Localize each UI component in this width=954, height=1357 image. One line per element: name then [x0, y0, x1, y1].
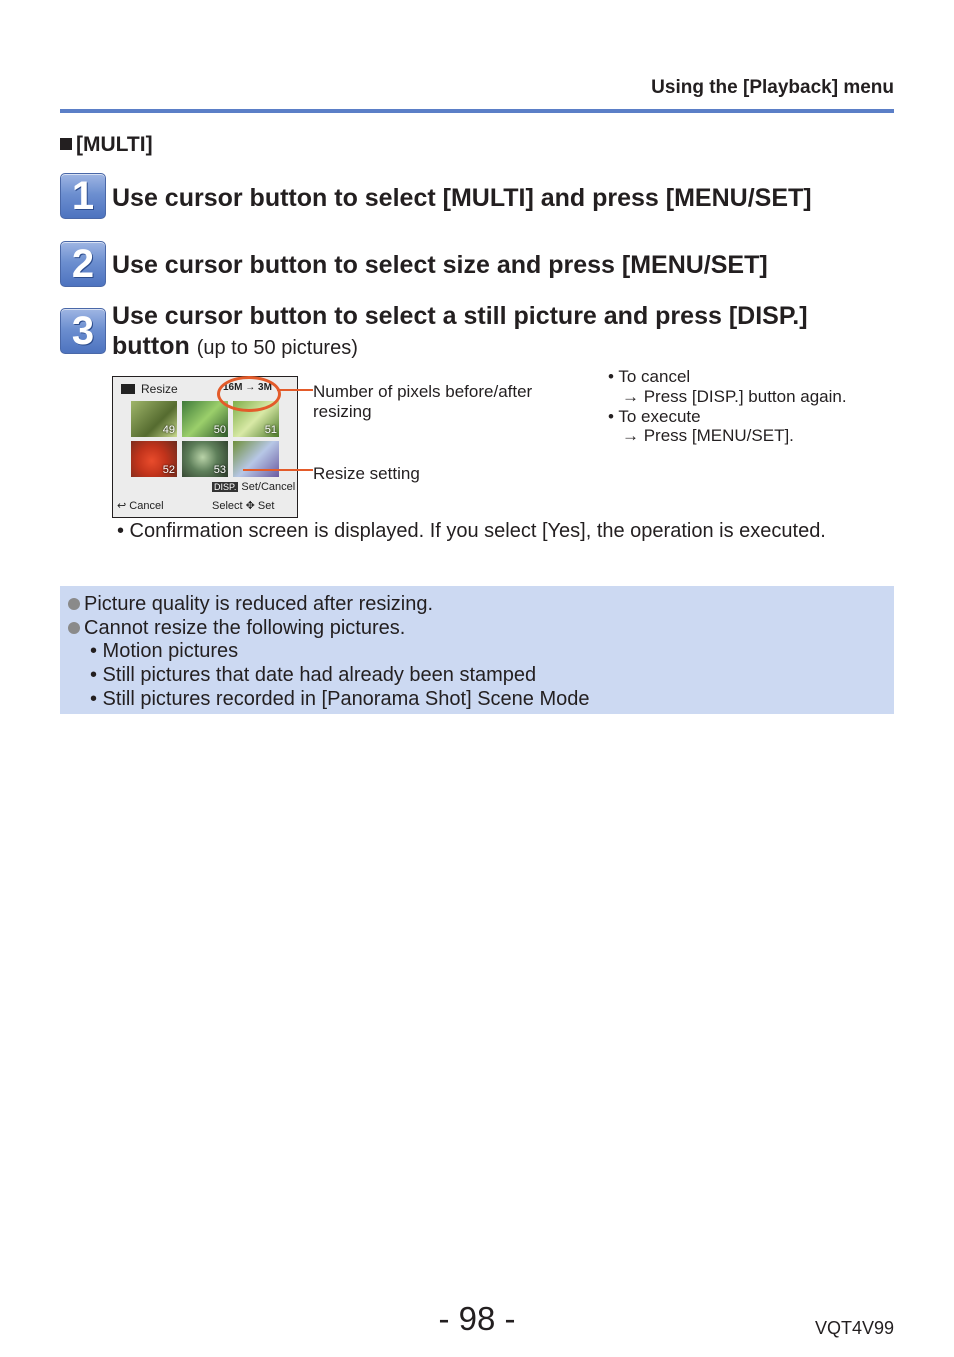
step-1-text: Use cursor button to select [MULTI] and press [MENU/SET]	[112, 184, 812, 212]
thumb-number: 51	[264, 424, 277, 436]
cursor-button-icon: ✥	[245, 500, 255, 512]
thumb-number: 53	[213, 464, 226, 476]
resize-icon	[121, 384, 135, 394]
cancel-label: Cancel	[129, 500, 164, 512]
resize-callout-line	[243, 469, 313, 471]
section-title: [MULTI]	[76, 133, 153, 156]
thumbnail-5	[182, 441, 228, 477]
execute-note-detail: → Press [MENU/SET].	[622, 426, 794, 445]
step-3-text-2: button	[112, 332, 190, 360]
step-3-text-cont	[112, 332, 358, 361]
header-title: Using the [Playback] menu	[651, 77, 894, 98]
note-item-2-text: Cannot resize the following pictures.	[84, 617, 406, 639]
step-1-badge: 1	[60, 173, 106, 219]
thumb-number: 50	[213, 424, 226, 436]
notes-box	[60, 586, 894, 714]
step-3-text: Use cursor button to select a still picture and press [DISP.]	[112, 302, 808, 330]
step-3-badge: 3	[60, 308, 106, 354]
cancel-note: • To cancel	[608, 367, 691, 386]
model-code: VQT4V99	[814, 1318, 894, 1338]
thumb-number: 52	[162, 464, 175, 476]
thumbnail-4	[131, 441, 177, 477]
screen-cancel-row	[117, 499, 164, 512]
step-2-badge: 2	[60, 241, 106, 287]
return-icon: ↩	[117, 500, 127, 512]
note-item-1	[68, 593, 433, 616]
resize-callout-label: Resize setting	[313, 464, 420, 483]
screen-title	[121, 382, 178, 396]
thumbnail-2	[182, 401, 228, 437]
select-label: Select	[212, 500, 243, 512]
step-3-subtext: (up to 50 pictures)	[196, 337, 358, 359]
thumbnail-1	[131, 401, 177, 437]
bullet-dot-icon	[68, 598, 80, 610]
pixels-callout-label: Number of pixels before/after resizing	[313, 382, 533, 421]
section-heading	[60, 133, 153, 157]
note-subitem-2: • Still pictures that date had already been stamped	[90, 664, 537, 686]
pixels-callout-ring	[217, 376, 281, 412]
thumbnail-6	[233, 441, 279, 477]
disp-label: DISP.	[214, 482, 237, 492]
note-item-2	[68, 617, 405, 640]
page-number: - 98 -	[438, 1300, 516, 1337]
cancel-note-detail: → Press [DISP.] button again.	[622, 387, 847, 406]
square-bullet-icon	[60, 138, 72, 150]
execute-note: • To execute	[608, 407, 701, 426]
confirmation-note: • Confirmation screen is displayed. If you select [Yes], the operation is executed.	[117, 520, 826, 542]
set-label: Set	[257, 500, 275, 512]
note-subitem-3: • Still pictures recorded in [Panorama Shot] Scene Mode	[90, 688, 590, 710]
header-rule	[60, 109, 894, 113]
set-cancel-label: Set/Cancel	[241, 481, 296, 493]
thumb-number: 49	[162, 424, 175, 436]
screen-disp-row	[212, 481, 295, 493]
note-subitem-1: • Motion pictures	[90, 640, 239, 662]
screen-select-row	[212, 499, 274, 512]
note-item-1-text: Picture quality is reduced after resizing.	[84, 593, 434, 615]
screen-pixels: 16M → 3M	[223, 382, 272, 393]
bullet-dot-icon	[68, 622, 80, 634]
step-2-text: Use cursor button to select size and press [MENU/SET]	[112, 251, 768, 279]
screen-title-text: Resize	[141, 382, 178, 396]
pixels-callout-line	[277, 389, 313, 391]
